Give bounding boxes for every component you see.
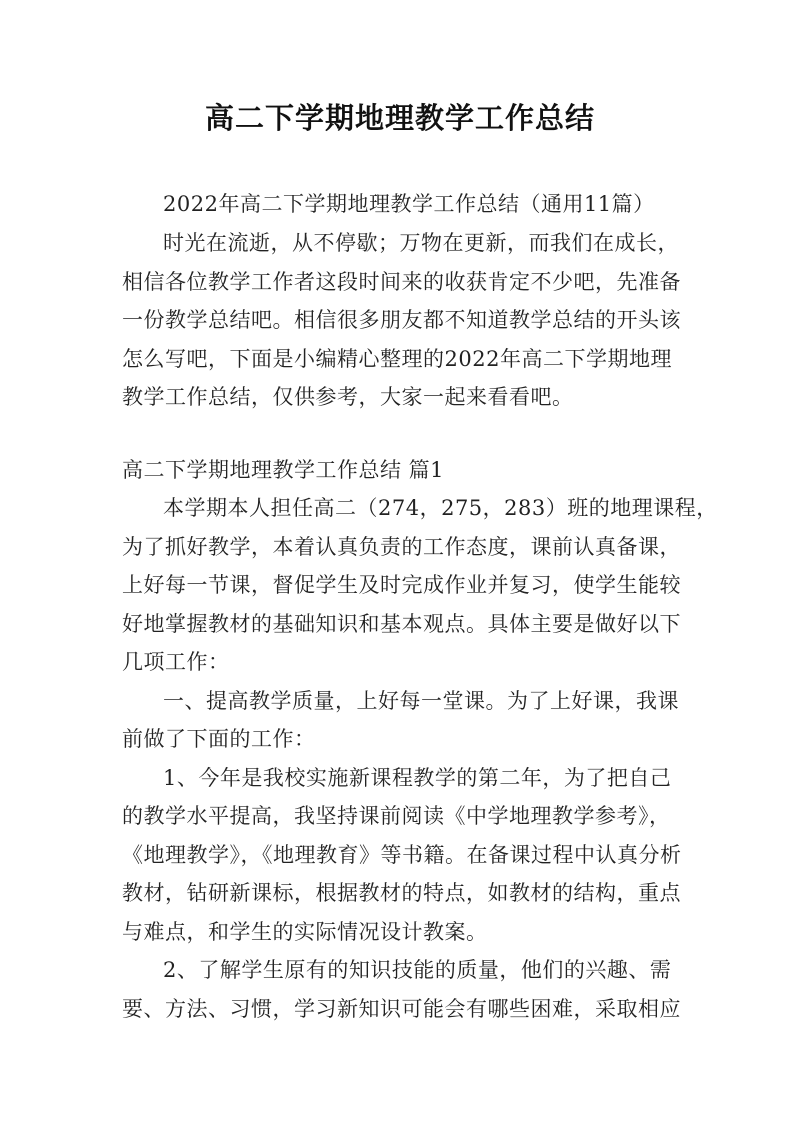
document-title: 高二下学期地理教学工作总结 bbox=[204, 101, 595, 135]
paragraph-line: 2、了解学生原有的知识技能的质量，他们的兴趣、需 bbox=[163, 958, 672, 982]
paragraph-line: 要、方法、习惯，学习新知识可能会有哪些困难，采取相应 bbox=[122, 997, 681, 1021]
paragraph-line: 前做了下面的工作： bbox=[122, 727, 316, 751]
intro-line: 一份教学总结吧。相信很多朋友都不知道教学总结的开头该 bbox=[122, 308, 681, 332]
intro-line: 时光在流逝，从不停歇；万物在更新，而我们在成长， bbox=[163, 231, 679, 255]
document-subtitle: 2022年高二下学期地理教学工作总结（通用11篇） bbox=[163, 192, 655, 216]
paragraph-line: 好地掌握教材的基础知识和基本观点。具体主要是做好以下 bbox=[122, 612, 681, 636]
paragraph-line: 几项工作： bbox=[122, 650, 230, 674]
intro-line: 怎么写吧，下面是小编精心整理的2022年高二下学期地理 bbox=[122, 347, 672, 371]
paragraph-line: 本学期本人担任高二（274，275，283）班的地理课程， bbox=[163, 496, 718, 520]
paragraph-line: 教材，钻研新课标，根据教材的特点，如教材的结构，重点 bbox=[122, 881, 681, 905]
section-heading: 高二下学期地理教学工作总结 篇1 bbox=[122, 458, 445, 482]
paragraph-line: 的教学水平提高，我坚持课前阅读《中学地理教学参考》， bbox=[122, 804, 671, 828]
paragraph-line: 1、今年是我校实施新课程教学的第二年，为了把自己 bbox=[163, 766, 672, 790]
paragraph-line: 上好每一节课，督促学生及时完成作业并复习，使学生能较 bbox=[122, 573, 681, 597]
intro-line: 教学工作总结，仅供参考，大家一起来看看吧。 bbox=[122, 385, 574, 409]
paragraph-line: 与难点，和学生的实际情况设计教案。 bbox=[122, 920, 488, 944]
paragraph-line: 一、提高教学质量，上好每一堂课。为了上好课，我课 bbox=[163, 689, 679, 713]
paragraph-line: 为了抓好教学，本着认真负责的工作态度，课前认真备课， bbox=[122, 535, 681, 559]
paragraph-line: 《地理教学》，《地理教育》等书籍。在备课过程中认真分析 bbox=[122, 843, 682, 867]
intro-line: 相信各位教学工作者这段时间来的收获肯定不少吧，先准备 bbox=[122, 270, 681, 294]
